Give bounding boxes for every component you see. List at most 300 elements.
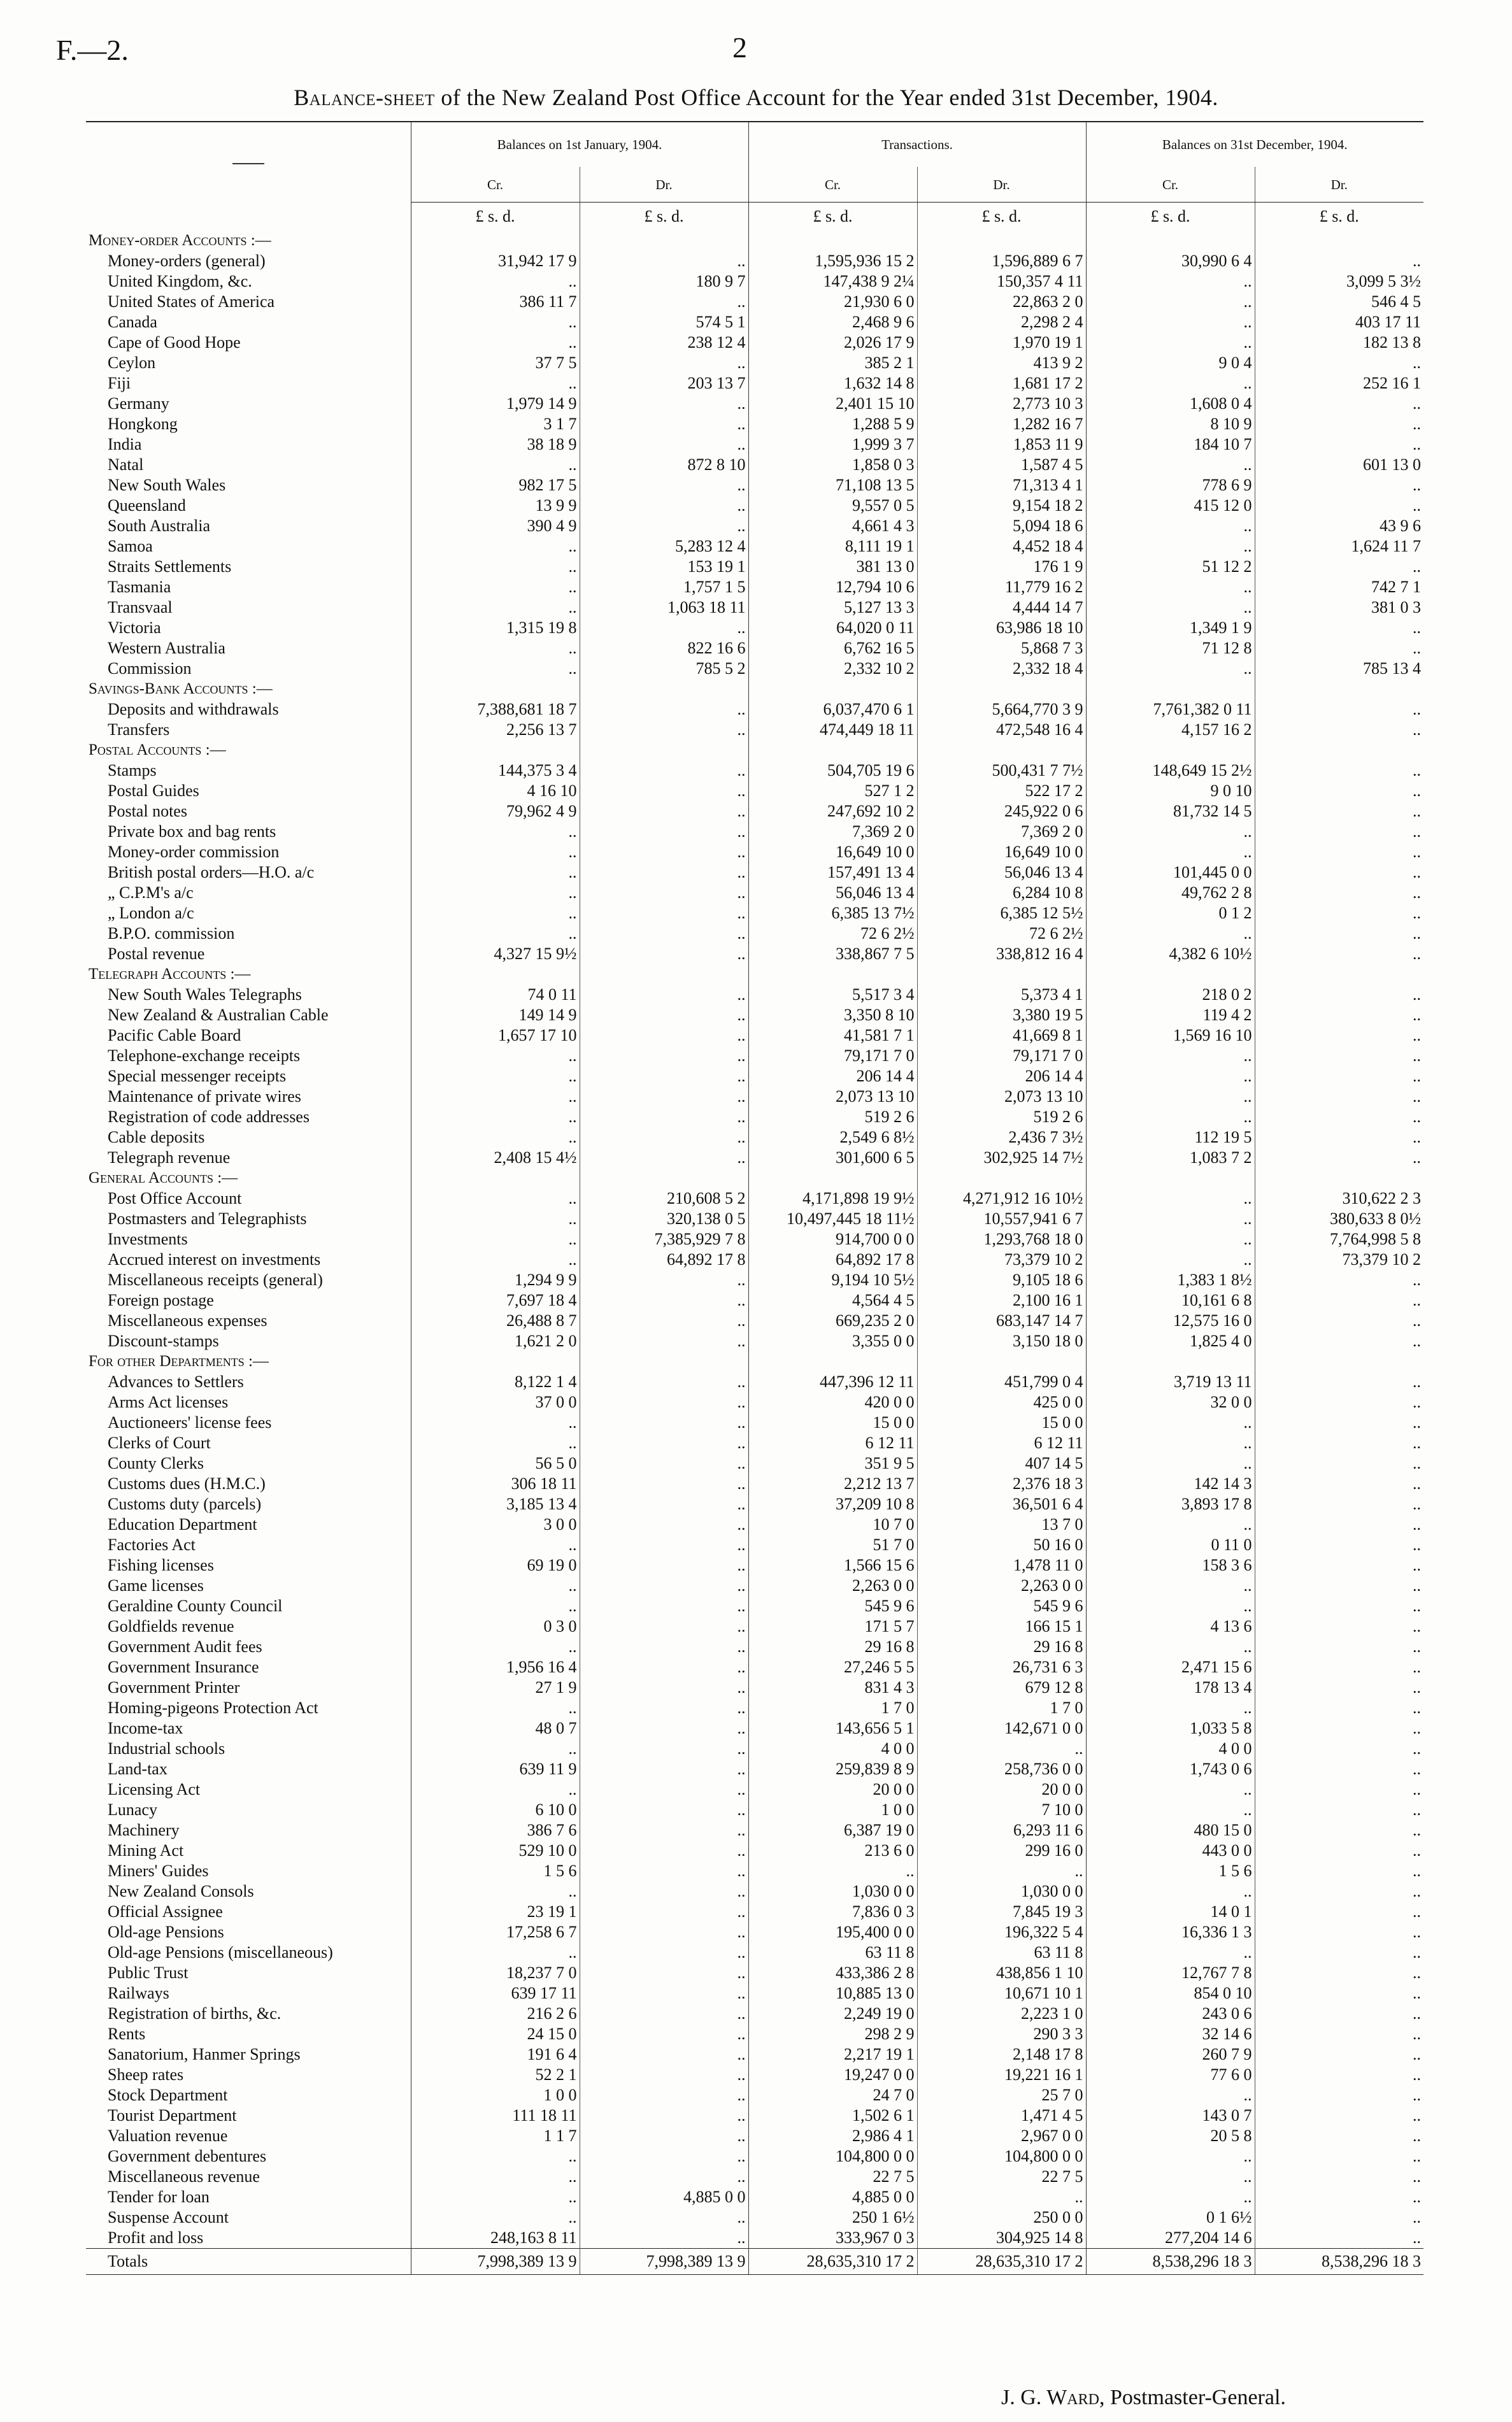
closing-cr-cell: .. [1086,1188,1255,1209]
closing-dr-cell: .. [1255,1148,1423,1168]
transactions-cr-cell: 2,212 13 7 [748,1474,917,1494]
closing-dr-cell: .. [1255,434,1423,455]
opening-cr-cell: .. [411,1698,580,1718]
transactions-dr-cell: 1,282 16 7 [917,414,1086,434]
opening-cr-cell: .. [411,1739,580,1759]
closing-cr-cell: 415 12 0 [1086,495,1255,516]
empty-cell [748,964,917,985]
page-reference: F.—2. [56,34,129,66]
account-label: New South Wales [108,476,226,494]
account-label: Machinery [108,1821,180,1839]
opening-dr-cell: .. [580,720,748,740]
opening-dr-cell: .. [580,1861,748,1881]
opening-cr-cell: .. [411,1596,580,1616]
closing-dr-cell: .. [1255,1596,1423,1616]
opening-dr-cell: .. [580,1025,748,1046]
transactions-dr-cell: 196,322 5 4 [917,1922,1086,1942]
opening-cr-cell: .. [411,2187,580,2207]
opening-cr-cell: .. [411,822,580,842]
closing-cr-cell: 51 12 2 [1086,557,1255,577]
closing-cr-cell: 2,471 15 6 [1086,1657,1255,1678]
transactions-cr-cell: .. [748,1861,917,1881]
closing-cr-cell: 0 1 2 [1086,903,1255,923]
account-label: Geraldine County Council [108,1597,283,1615]
opening-dr-cell: .. [580,1616,748,1637]
account-row [86,1555,1423,1576]
closing-dr-cell: .. [1255,1718,1423,1739]
opening-dr-cell: .. [580,1555,748,1576]
account-label: Postmasters and Telegraphists [108,1209,307,1228]
transactions-cr-cell: 64,892 17 8 [748,1250,917,1270]
closing-dr-cell: .. [1255,1025,1423,1046]
transactions-cr-cell: 20 0 0 [748,1779,917,1800]
closing-dr-cell: .. [1255,985,1423,1005]
transactions-cr-cell: 4,661 4 3 [748,516,917,536]
closing-cr-cell: 14 0 1 [1086,1902,1255,1922]
transactions-dr-cell: 1,471 4 5 [917,2105,1086,2126]
empty-cell [748,1351,917,1372]
closing-cr-cell: 218 0 2 [1086,985,1255,1005]
opening-dr-cell: 1,063 18 11 [580,597,748,618]
closing-cr-cell: .. [1086,312,1255,332]
transactions-dr-cell: 7 10 0 [917,1800,1086,1820]
account-row [86,434,1423,455]
empty-cell [1255,740,1423,760]
closing-dr-cell: .. [1255,2044,1423,2065]
closing-dr-cell: .. [1255,699,1423,720]
transactions-dr-cell: 3,150 18 0 [917,1331,1086,1351]
account-row [86,292,1423,312]
transactions-cr-cell: 474,449 18 11 [748,720,917,740]
opening-dr-cell: .. [580,1596,748,1616]
account-label: Maintenance of private wires [108,1087,301,1106]
closing-dr-cell: 601 13 0 [1255,455,1423,475]
opening-dr-cell: .. [580,1148,748,1168]
opening-dr-cell: .. [580,2044,748,2065]
closing-dr-cell: .. [1255,1881,1423,1902]
transactions-cr-cell: 247,692 10 2 [748,801,917,822]
opening-cr-cell: .. [411,638,580,659]
opening-dr-cell: .. [580,699,748,720]
account-row [86,618,1423,638]
header-row-groups [86,122,1423,167]
transactions-dr-cell: 7,845 19 3 [917,1902,1086,1922]
account-label: Transvaal [108,598,173,616]
opening-cr-cell: 1 5 6 [411,1861,580,1881]
account-label: Goldfields revenue [108,1617,234,1635]
closing-dr-cell: .. [1255,822,1423,842]
opening-cr-cell: 386 7 6 [411,1820,580,1841]
header-row-units [86,203,1423,231]
account-row [86,842,1423,862]
account-label: Postal notes [108,802,187,820]
opening-dr-cell: .. [580,2228,748,2249]
closing-dr-cell: .. [1255,1739,1423,1759]
transactions-cr-cell: 1,632 14 8 [748,373,917,394]
opening-dr-cell: .. [580,1270,748,1290]
closing-dr-cell: .. [1255,801,1423,822]
closing-dr-cell: .. [1255,1413,1423,1433]
empty-cell [411,964,580,985]
total-closing-dr: 8,538,296 18 3 [1255,2249,1423,2275]
account-label: Samoa [108,537,153,555]
account-row [86,1086,1423,1107]
account-label: New Zealand Consols [108,1882,254,1900]
closing-dr-cell: 1,624 11 7 [1255,536,1423,557]
transactions-cr-cell: 420 0 0 [748,1392,917,1413]
closing-cr-cell: .. [1086,1596,1255,1616]
opening-dr-cell: .. [580,1759,748,1779]
transactions-dr-cell: 5,868 7 3 [917,638,1086,659]
closing-dr-cell: .. [1255,1576,1423,1596]
account-row [86,577,1423,597]
transactions-cr-cell: 6 12 11 [748,1433,917,1453]
account-row [86,1596,1423,1616]
account-label: Factories Act [108,1535,196,1554]
closing-cr-cell: 12,767 7 8 [1086,1963,1255,1983]
closing-cr-cell: 178 13 4 [1086,1678,1255,1698]
opening-dr-cell: 320,138 0 5 [580,1209,748,1229]
empty-cell [580,1351,748,1372]
closing-cr-cell: 49,762 2 8 [1086,883,1255,903]
transactions-dr-cell: 299 16 0 [917,1841,1086,1861]
opening-dr-cell: .. [580,2065,748,2085]
transactions-cr-cell: 4,885 0 0 [748,2187,917,2207]
transactions-dr-cell: 5,373 4 1 [917,985,1086,1005]
account-row [86,495,1423,516]
account-label: Private box and bag rents [108,822,276,841]
transactions-dr-cell: 1,478 11 0 [917,1555,1086,1576]
closing-dr-cell: .. [1255,1392,1423,1413]
opening-cr-cell: 31,942 17 9 [411,251,580,271]
opening-dr-cell: .. [580,883,748,903]
account-row [86,1453,1423,1474]
transactions-dr-cell: 2,100 16 1 [917,1290,1086,1311]
closing-dr-cell: .. [1255,1902,1423,1922]
transactions-cr-cell: 433,386 2 8 [748,1963,917,1983]
account-row [86,2187,1423,2207]
opening-dr-cell: .. [580,1800,748,1820]
transactions-dr-cell: 1,030 0 0 [917,1881,1086,1902]
account-row [86,1270,1423,1290]
account-row [86,1372,1423,1392]
account-label: Canada [108,313,157,331]
transactions-cr-cell: 1 7 0 [748,1698,917,1718]
opening-cr-cell: 386 11 7 [411,292,580,312]
opening-dr-cell: 210,608 5 2 [580,1188,748,1209]
empty-cell [411,231,580,251]
transactions-cr-cell: 22 7 5 [748,2167,917,2187]
account-label: Germany [108,394,169,413]
opening-dr-cell: .. [580,2105,748,2126]
closing-dr-cell: .. [1255,1311,1423,1331]
transactions-cr-cell: 385 2 1 [748,353,917,373]
opening-dr-cell: 785 5 2 [580,659,748,679]
account-row [86,1005,1423,1025]
account-label: Government Insurance [108,1658,259,1676]
account-row [86,1188,1423,1209]
closing-dr-cell: .. [1255,618,1423,638]
closing-dr-cell: 252 16 1 [1255,373,1423,394]
transactions-cr-cell: 7,369 2 0 [748,822,917,842]
account-row [86,1718,1423,1739]
opening-dr-cell: 574 5 1 [580,312,748,332]
opening-dr-cell: .. [580,251,748,271]
closing-cr-cell: 3,719 13 11 [1086,1372,1255,1392]
transactions-cr-cell: 545 9 6 [748,1596,917,1616]
account-row [86,1678,1423,1698]
transactions-dr-cell: 2,773 10 3 [917,394,1086,414]
opening-dr-cell: .. [580,2004,748,2024]
opening-dr-cell: .. [580,1433,748,1453]
transactions-dr-cell: 41,669 8 1 [917,1025,1086,1046]
transactions-cr-cell: 21,930 6 0 [748,292,917,312]
transactions-cr-cell: 351 9 5 [748,1453,917,1474]
closing-cr-cell: .. [1086,1250,1255,1270]
account-row [86,1759,1423,1779]
transactions-cr-cell: 206 14 4 [748,1066,917,1086]
account-label: Money-orders (general) [108,252,266,270]
account-label: Education Department [108,1515,257,1534]
section-header-row [86,1351,1423,1372]
transactions-cr-cell: 4 0 0 [748,1739,917,1759]
closing-cr-cell: 1,569 16 10 [1086,1025,1255,1046]
opening-cr-cell: .. [411,2146,580,2167]
closing-dr-cell: .. [1255,842,1423,862]
closing-dr-cell: 381 0 3 [1255,597,1423,618]
closing-cr-cell: .. [1086,659,1255,679]
account-label: India [108,435,142,453]
closing-cr-cell: 277,204 14 6 [1086,2228,1255,2249]
transactions-cr-cell: 298 2 9 [748,2024,917,2044]
transactions-dr-cell: 2,332 18 4 [917,659,1086,679]
closing-cr-cell: .. [1086,2146,1255,2167]
transactions-cr-cell: 4,564 4 5 [748,1290,917,1311]
account-row [86,2004,1423,2024]
empty-cell [917,231,1086,251]
closing-dr-cell: .. [1255,1800,1423,1820]
closing-dr-cell: .. [1255,1127,1423,1148]
document-title [0,84,1512,111]
opening-cr-cell: .. [411,862,580,883]
closing-cr-cell: 1,608 0 4 [1086,394,1255,414]
account-row [86,1127,1423,1148]
transactions-dr-cell: 9,154 18 2 [917,495,1086,516]
opening-cr-cell: 1 1 7 [411,2126,580,2146]
closing-cr-cell: .. [1086,1107,1255,1127]
empty-cell [1255,964,1423,985]
opening-dr-cell: .. [580,1453,748,1474]
opening-cr-cell: 7,697 18 4 [411,1290,580,1311]
opening-dr-cell: .. [580,903,748,923]
opening-dr-cell: .. [580,1086,748,1107]
transactions-dr-header: Dr. [917,167,1086,203]
account-label: Auctioneers' license fees [108,1413,272,1432]
transactions-cr-cell: 6,762 16 5 [748,638,917,659]
opening-dr-cell: .. [580,495,748,516]
account-label: Industrial schools [108,1739,225,1758]
account-label: County Clerks [108,1454,204,1472]
closing-dr-cell: 3,099 5 3½ [1255,271,1423,292]
transactions-dr-cell: 15 0 0 [917,1413,1086,1433]
opening-cr-cell: 1,315 19 8 [411,618,580,638]
opening-dr-cell: .. [580,1066,748,1086]
transactions-cr-cell: 16,649 10 0 [748,842,917,862]
transactions-dr-cell: 1,587 4 5 [917,455,1086,475]
closing-cr-cell: 243 0 6 [1086,2004,1255,2024]
units-header: £ s. d. [748,203,917,231]
section-label: General Accounts :— [89,1169,238,1186]
opening-cr-cell: .. [411,1576,580,1596]
account-label: Profit and loss [108,2228,204,2247]
closing-cr-cell: 184 10 7 [1086,434,1255,455]
closing-dr-cell: .. [1255,475,1423,495]
opening-cr-cell: .. [411,1535,580,1555]
opening-dr-cell: 180 9 7 [580,271,748,292]
transactions-dr-cell: 302,925 14 7½ [917,1148,1086,1168]
transactions-cr-cell: 381 13 0 [748,557,917,577]
opening-dr-cell: .. [580,1983,748,2004]
transactions-dr-cell: 2,967 0 0 [917,2126,1086,2146]
closing-cr-cell: 4,157 16 2 [1086,720,1255,740]
opening-dr-cell: .. [580,1474,748,1494]
account-row [86,1983,1423,2004]
account-row [86,883,1423,903]
transactions-cr-cell: 9,194 10 5½ [748,1270,917,1290]
transactions-dr-cell: 2,298 2 4 [917,312,1086,332]
closing-dr-cell: .. [1255,923,1423,944]
closing-dr-cell: .. [1255,394,1423,414]
transactions-dr-cell: 2,376 18 3 [917,1474,1086,1494]
opening-cr-cell: .. [411,1066,580,1086]
closing-dr-cell: .. [1255,1433,1423,1453]
opening-dr-cell: .. [580,475,748,495]
closing-cr-cell: .. [1086,455,1255,475]
account-label: Cape of Good Hope [108,333,241,352]
opening-dr-cell: .. [580,1576,748,1596]
units-header: £ s. d. [411,203,580,231]
account-label: Arms Act licenses [108,1393,229,1411]
transactions-dr-cell: 166 15 1 [917,1616,1086,1637]
account-label: Advances to Settlers [108,1372,244,1391]
closing-cr-cell: .. [1086,1779,1255,1800]
account-label: Miners' Guides [108,1862,209,1880]
opening-dr-cell: .. [580,1046,748,1066]
transactions-cr-cell: 157,491 13 4 [748,862,917,883]
transactions-cr-cell: 27,246 5 5 [748,1657,917,1678]
transactions-dr-cell: 472,548 16 4 [917,720,1086,740]
opening-cr-cell: 639 17 11 [411,1983,580,2004]
opening-cr-cell: .. [411,332,580,353]
transactions-cr-header: Cr. [748,167,917,203]
opening-cr-cell: 13 9 9 [411,495,580,516]
transactions-cr-cell: 2,263 0 0 [748,1576,917,1596]
transactions-cr-cell: 2,026 17 9 [748,332,917,353]
opening-cr-cell: 1,657 17 10 [411,1025,580,1046]
closing-dr-cell: .. [1255,1616,1423,1637]
transactions-dr-cell: 29 16 8 [917,1637,1086,1657]
empty-cell [580,231,748,251]
transactions-dr-cell: 7,369 2 0 [917,822,1086,842]
closing-dr-cell: 380,633 8 0½ [1255,1209,1423,1229]
account-row [86,1066,1423,1086]
transactions-dr-cell: 10,557,941 6 7 [917,1209,1086,1229]
closing-dr-cell: .. [1255,1535,1423,1555]
closing-dr-cell: .. [1255,557,1423,577]
transactions-cr-cell: 71,108 13 5 [748,475,917,495]
transactions-dr-cell: 63,986 18 10 [917,618,1086,638]
closing-dr-cell: 73,379 10 2 [1255,1250,1423,1270]
account-label: Fishing licenses [108,1556,214,1574]
closing-cr-cell: .. [1086,923,1255,944]
closing-cr-cell: .. [1086,2187,1255,2207]
opening-dr-cell: .. [580,414,748,434]
transactions-cr-cell: 519 2 6 [748,1107,917,1127]
account-row [86,862,1423,883]
opening-cr-cell: 1,294 9 9 [411,1270,580,1290]
closing-cr-cell: 112 19 5 [1086,1127,1255,1148]
closing-cr-cell: 81,732 14 5 [1086,801,1255,822]
closing-dr-cell: .. [1255,1331,1423,1351]
closing-cr-cell: .. [1086,1229,1255,1250]
units-header: £ s. d. [580,203,748,231]
closing-cr-cell: 77 6 0 [1086,2065,1255,2085]
closing-dr-cell: .. [1255,638,1423,659]
empty-cell [1086,231,1255,251]
closing-cr-cell: 20 5 8 [1086,2126,1255,2146]
account-label: New Zealand & Australian Cable [108,1006,329,1024]
empty-cell [1086,1351,1255,1372]
account-label: Miscellaneous revenue [108,2167,260,2186]
account-row [86,455,1423,475]
closing-cr-cell: 1,083 7 2 [1086,1148,1255,1168]
closing-dr-cell: .. [1255,1086,1423,1107]
account-row [86,394,1423,414]
opening-cr-cell: 6 10 0 [411,1800,580,1820]
account-column-header [86,122,411,203]
closing-dr-cell: .. [1255,2207,1423,2228]
account-label: Railways [108,1984,169,2002]
opening-dr-cell: .. [580,434,748,455]
opening-cr-cell: .. [411,1779,580,1800]
transactions-cr-cell: 5,517 3 4 [748,985,917,1005]
closing-cr-cell: 101,445 0 0 [1086,862,1255,883]
account-row [86,1229,1423,1250]
transactions-cr-cell: 9,557 0 5 [748,495,917,516]
transactions-dr-cell: 500,431 7 7½ [917,760,1086,781]
closing-dr-cell: .. [1255,1066,1423,1086]
account-label: Commission [108,659,192,678]
transactions-cr-cell: 10 7 0 [748,1514,917,1535]
opening-dr-cell: 872 8 10 [580,455,748,475]
transactions-dr-cell: 6,385 12 5½ [917,903,1086,923]
closing-cr-cell: 12,575 16 0 [1086,1311,1255,1331]
empty-cell [1255,231,1423,251]
opening-cr-cell: 69 19 0 [411,1555,580,1576]
opening-cr-cell: .. [411,373,580,394]
closing-dr-cell: .. [1255,2004,1423,2024]
transactions-cr-cell: 56,046 13 4 [748,883,917,903]
closing-dr-cell: .. [1255,2167,1423,2187]
closing-cr-cell: 3,893 17 8 [1086,1494,1255,1514]
account-row [86,1942,1423,1963]
account-row [86,2024,1423,2044]
opening-dr-cell: .. [580,1902,748,1922]
opening-dr-cell: .. [580,1107,748,1127]
account-row [86,353,1423,373]
transactions-dr-cell: 73,379 10 2 [917,1250,1086,1270]
signatory-title: , Postmaster-General. [1099,2386,1286,2409]
